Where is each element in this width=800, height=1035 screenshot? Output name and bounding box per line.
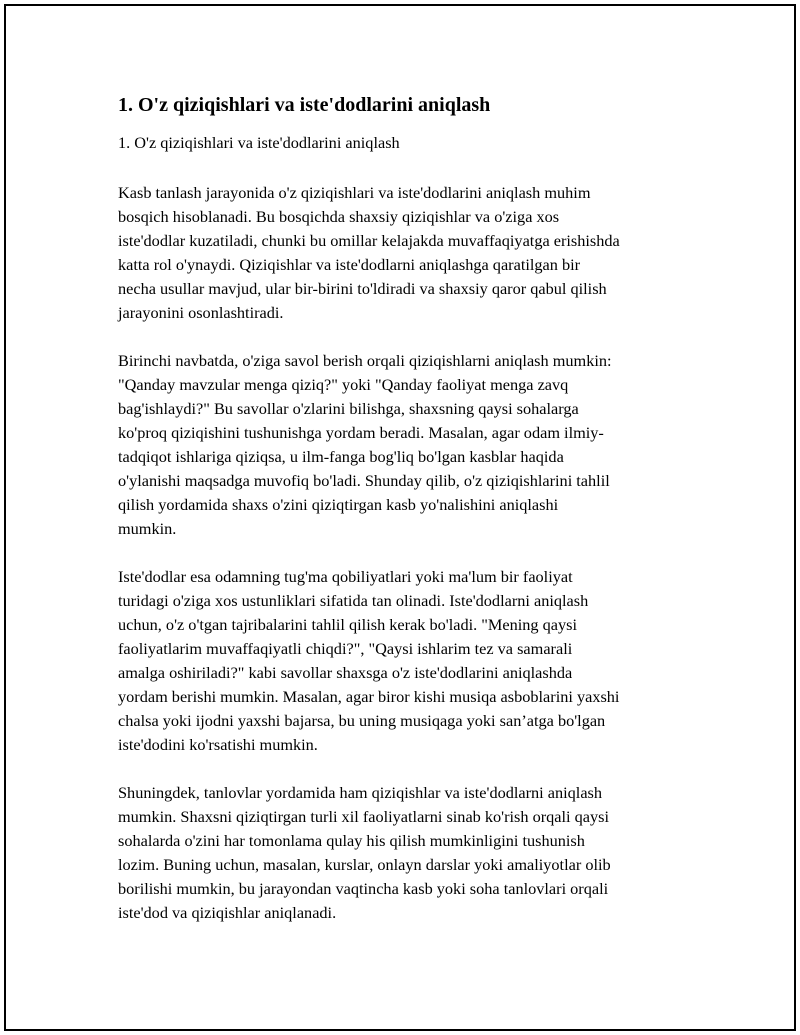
text-line: turidagi o'ziga xos ustunliklari sifatida tan olinadi. Iste'dodlarni aniqlash	[118, 591, 589, 610]
text-line: tadqiqot ishlariga qiziqsa, u ilm-fanga bog'liq bo'lgan kasblar haqida	[118, 447, 564, 466]
text-line: necha usullar mavjud, ular bir-birini to'ldiradi va shaxsiy qaror qabul qilish	[118, 279, 607, 298]
text-line: borilishi mumkin, bu jarayondan vaqtincha kasb yoki soha tanlovlari orqali	[118, 879, 609, 898]
text-line: iste'dodini ko'rsatishi mumkin.	[118, 735, 318, 754]
text-line: "Qanday mavzular menga qiziq?" yoki "Qanday faoliyat menga zavq	[118, 375, 569, 394]
text-line: yordam berishi mumkin. Masalan, agar biror kishi musiqa asboblarini yaxshi	[118, 687, 620, 706]
text-line: amalga oshiriladi?" kabi savollar shaxsga o'z iste'dodlarini aniqlashda	[118, 663, 573, 682]
paragraph-3	[118, 565, 703, 757]
text-line: mumkin. Shaxsni qiziqtirgan turli xil faoliyatlarni sinab ko'rish orqali qaysi	[118, 807, 610, 826]
text-line: Iste'dodlar esa odamning tug'ma qobiliyatlari yoki ma'lum bir faoliyat	[118, 567, 573, 586]
text-line: faoliyatlarim muvaffaqiyatli chiqdi?", "Qaysi ishlarim tez va samarali	[118, 639, 573, 658]
text-line: lozim. Buning uchun, masalan, kurslar, onlayn darslar yoki amaliyotlar olib	[118, 855, 611, 874]
text-line: o'ylanishi maqsadga muvofiq bo'ladi. Shunday qilib, o'z qiziqishlarini tahlil	[118, 471, 610, 490]
document-body	[118, 92, 703, 949]
text-line: iste'dodlar kuzatiladi, chunki bu omillar kelajakda muvaffaqiyatga erishishda	[118, 231, 620, 250]
text-line: Kasb tanlash jarayonida o'z qiziqishlari va iste'dodlarini aniqlash muhim	[118, 183, 591, 202]
text-line: chalsa yoki ijodni yaxshi bajarsa, bu uning musiqaga yoki san’atga bo'lgan	[118, 711, 606, 730]
text-line: uchun, o'z o'tgan tajribalarini tahlil qilish kerak bo'ladi. "Mening qaysi	[118, 615, 578, 634]
text-line: iste'dod va qiziqishlar aniqlanadi.	[118, 903, 337, 922]
text-line: mumkin.	[118, 519, 177, 538]
text-line: jarayonini osonlashtiradi.	[118, 303, 284, 322]
document-subheading: 1. O'z qiziqishlari va iste'dodlarini aniqlash	[118, 133, 400, 152]
text-line: ko'proq qiziqishini tushunishga yordam beradi. Masalan, agar odam ilmiy-	[118, 423, 604, 442]
text-line: qilish yordamida shaxs o'zini qiziqtirgan kasb yo'nalishini aniqlashi	[118, 495, 559, 514]
text-line: bosqich hisoblanadi. Bu bosqichda shaxsiy qiziqishlar va o'ziga xos	[118, 207, 560, 226]
text-line: Shuningdek, tanlovlar yordamida ham qiziqishlar va iste'dodlarni aniqlash	[118, 783, 603, 802]
text-line: katta rol o'ynaydi. Qiziqishlar va iste'dodlarni aniqlashga qaratilgan bir	[118, 255, 581, 274]
text-line: bag'ishlaydi?" Bu savollar o'zlarini bilishga, shaxsning qaysi sohalarga	[118, 399, 579, 418]
text-line: sohalarda o'zini har tomonlama qulay his qilish mumkinligini tushunish	[118, 831, 585, 850]
document-heading: 1. O'z qiziqishlari va iste'dodlarini aniqlash	[118, 94, 491, 116]
text-line: Birinchi navbatda, o'ziga savol berish orqali qiziqishlarni aniqlash mumkin:	[118, 351, 612, 370]
paragraph-4	[118, 781, 703, 925]
paragraph-1	[118, 181, 703, 325]
paragraph-2	[118, 349, 703, 541]
